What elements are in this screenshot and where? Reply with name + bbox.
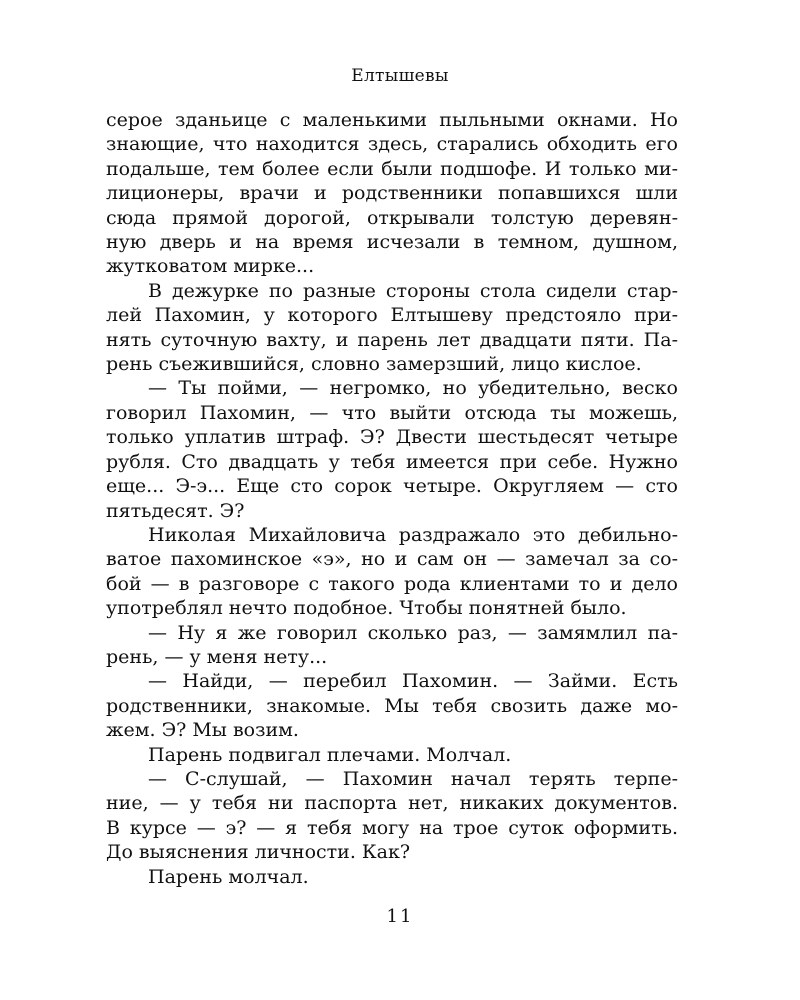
text-line: лиционеры, врачи и родственники попавшихся шли	[106, 182, 678, 205]
text-line: нять суточную вахту, и парень лет двадцати пяти. Па-	[106, 328, 678, 351]
page-number: 11	[386, 906, 414, 927]
text-line: серое зданьице с маленькими пыльными окнами. Но	[106, 109, 678, 131]
text-line: лей Пахомин, у которого Елтышеву предстояло при-	[106, 304, 678, 327]
text-line: рубля. Сто двадцать у тебя имеется при себе. Нужно	[106, 450, 678, 473]
text-line: бой — в разговоре с такого рода клиентами то и дело	[106, 572, 678, 595]
text-line: В дежурке по разные стороны стола сидели стар-	[148, 279, 678, 302]
text-line: сюда прямой дорогой, открывали толстую деревян-	[106, 206, 678, 229]
body-text	[106, 108, 678, 889]
text-line: ную дверь и на время исчезали в темном, душном,	[106, 231, 678, 254]
text-line: В курсе — э? — я тебя могу на трое суток оформить.	[106, 816, 678, 839]
text-line: Николая Михайловича раздражало это дебильно-	[148, 523, 678, 546]
text-line: жем. Э? Мы возим.	[106, 719, 299, 742]
text-line: — Найди, — перебил Пахомин. — Займи. Есть	[148, 670, 678, 693]
text-line: рень съежившийся, словно замерзший, лицо кислое.	[106, 353, 642, 376]
text-line: родственники, знакомые. Мы тебя свозить даже мо-	[106, 694, 678, 717]
running-head: Елтышевы	[351, 66, 449, 86]
text-line: знающие, что находится здесь, старались обходить его	[106, 133, 678, 156]
text-line: ватое пахоминское «э», но и сам он — замечал за со-	[106, 548, 678, 571]
text-line: ние, — у тебя ни паспорта нет, никаких документов.	[106, 792, 678, 815]
text-line: — С-слушай, — Пахомин начал терять терпе-	[148, 767, 678, 790]
text-line: Парень подвигал плечами. Молчал.	[148, 743, 512, 766]
text-line: До выяснения личности. Как?	[106, 841, 411, 864]
text-line: рень, — у меня нету...	[106, 645, 328, 668]
text-line: говорил Пахомин, — что выйти отсюда ты можешь,	[106, 401, 678, 424]
text-line: жутковатом мирке...	[106, 255, 315, 278]
text-line: употреблял нечто подобное. Чтобы понятней было.	[106, 597, 627, 620]
text-line: Парень молчал.	[148, 865, 309, 888]
text-line: только уплатив штраф. Э? Двести шестьдесят четыре	[106, 426, 678, 449]
text-line: — Ну я же говорил сколько раз, — замямлил па-	[148, 621, 678, 644]
text-line: — Ты пойми, — негромко, но убедительно, веско	[148, 377, 678, 400]
text-line: пятьдесят. Э?	[106, 499, 245, 522]
text-line: еще... Э-э... Еще сто сорок четыре. Округляем — сто	[106, 475, 678, 498]
text-line: подальше, тем более если были подшофе. И только ми-	[106, 157, 678, 180]
